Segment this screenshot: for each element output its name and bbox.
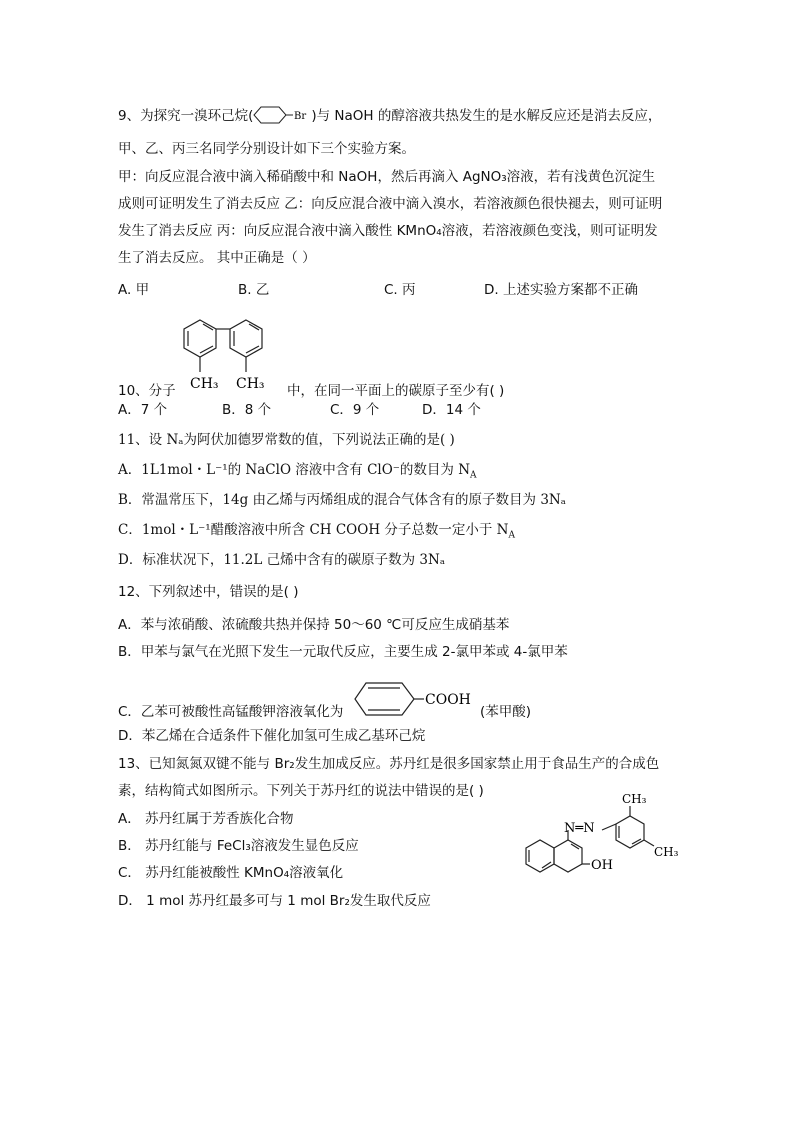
q9-option-a: A. 甲 [118, 282, 150, 298]
q9-option-c: C. 丙 [384, 282, 416, 298]
q12-cooh-label: COOH [425, 692, 471, 708]
q12-option-b: B．甲苯与氯气在光照下发生一元取代反应，主要生成 2-氯甲苯或 4-氯甲苯 [118, 644, 568, 660]
q13-ch3-top-label: CH₃ [622, 792, 647, 806]
q11-option-a [118, 461, 477, 485]
q13-option-a: A． 苏丹红属于芳香族化合物 [118, 811, 294, 827]
q11-option-b: B．常温常压下，14g 由乙烯与丙烯组成的混合气体含有的原子数目为 3Nₐ [118, 492, 566, 508]
q9-prefix: 9、为探究一溴环己烷( [118, 108, 254, 124]
sudan-red-structure [518, 788, 690, 900]
q10-ch3-left: CH₃ [190, 376, 219, 392]
q10-option-c: C．9 个 [330, 402, 380, 418]
q11-option-c-sub: A [508, 530, 515, 541]
q11-option-d: D．标准状况下，11.2L 己烯中含有的碳原子数为 3Nₐ [118, 552, 446, 568]
q10-option-a: A．7 个 [118, 402, 168, 418]
q13-ch3-right-label: CH₃ [654, 845, 679, 859]
q13-line2: 素，结构简式如图所示。下列关于苏丹红的说法中错误的是( ) [118, 783, 484, 799]
q11-option-c-text: C．1mol・L⁻¹醋酸溶液中所含 CH COOH 分子总数一定小于 N [118, 522, 509, 538]
q9-option-b: B. 乙 [238, 282, 270, 298]
q10-suffix: 中，在同一平面上的碳原子至少有( ) [287, 383, 505, 399]
q9-line4: 成则可证明发生了消去反应 乙：向反应混合液中滴入溴水，若溶液颜色很快褪去，则可证明 [118, 196, 663, 212]
q9-mol-br: Br [294, 111, 307, 122]
q9-line3: 甲：向反应混合液中滴入稀硝酸中和 NaOH，然后再滴入 AgNO₃溶液，若有浅黄色沉淀生 [118, 169, 656, 185]
q9-line1 [118, 106, 661, 125]
q13-nn-label: N═N [564, 821, 595, 836]
q13-option-d: D． 1 mol 苏丹红最多可与 1 mol Br₂发生取代反应 [118, 893, 431, 909]
q13-oh-label: OH [591, 858, 613, 873]
q12-stem: 12、下列叙述中，错误的是( ) [118, 584, 299, 600]
q9-suffix: )与 NaOH 的醇溶液共热发生的是水解反应还是消去反应， [311, 108, 662, 124]
q12-option-a: A．苯与浓硝酸、浓硫酸共热并保持 50～60 ℃可反应生成硝基苯 [118, 617, 510, 633]
q13-line1: 13、已知氮氮双键不能与 Br₂发生加成反应。苏丹红是很多国家禁止用于食品生产的合成色 [118, 756, 660, 772]
q13-option-c: C． 苏丹红能被酸性 KMnO₄溶液氧化 [118, 865, 344, 881]
bromocyclohexane-structure [253, 106, 311, 124]
dimethylbiphenyl-structure [170, 312, 288, 398]
q10-prefix: 10、分子 [118, 383, 176, 399]
q10-option-b: B．8 个 [222, 402, 272, 418]
q12-option-c-prefix: C．乙苯可被酸性高锰酸钾溶液氧化为 [118, 704, 344, 720]
q11-option-a-sub: A [470, 470, 477, 481]
q11-option-a-text: A．1L1mol・L⁻¹的 NaClO 溶液中含有 ClO⁻的数目为 N [118, 462, 471, 478]
q10-option-d: D．14 个 [422, 402, 481, 418]
q9-line2: 甲、乙、丙三名同学分别设计如下三个实验方案。 [118, 141, 415, 157]
q10-ch3-right: CH₃ [236, 376, 265, 392]
q9-line6: 生了消去反应。 其中正确是（ ） [118, 250, 316, 266]
q9-line5: 发生了消去反应 丙：向反应混合液中滴入酸性 KMnO₄溶液，若溶液颜色变浅，则可证明发 [118, 223, 658, 239]
q12-option-d: D．苯乙烯在合适条件下催化加氢可生成乙基环己烷 [118, 728, 426, 744]
q9-option-d: D. 上述实验方案都不正确 [484, 282, 638, 298]
q11-option-c [118, 521, 515, 545]
benzoic-acid-structure [354, 680, 478, 720]
q11-stem: 11、设 Nₐ为阿伏加德罗常数的值，下列说法正确的是( ) [118, 432, 455, 448]
q12-option-c-suffix: (苯甲酸) [480, 704, 532, 720]
q13-option-b: B． 苏丹红能与 FeCl₃溶液发生显色反应 [118, 838, 359, 854]
